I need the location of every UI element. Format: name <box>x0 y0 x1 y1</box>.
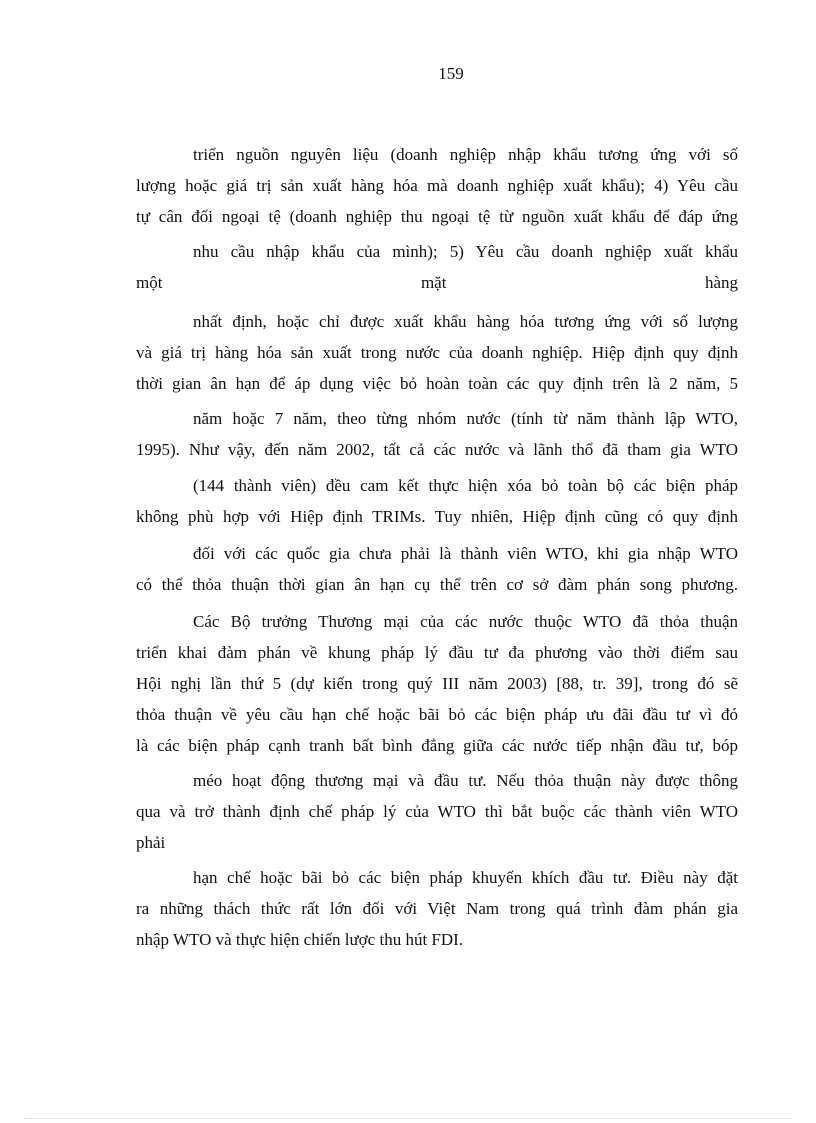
page-number: 159 <box>438 64 464 83</box>
text-line: nhất định, hoặc chỉ được xuất khẩu hàng hóa tương ứng với số lượng <box>193 312 738 331</box>
text-line: không phù hợp với Hiệp định TRIMs. Tuy nhiên, Hiệp định cũng có quy định <box>136 507 738 526</box>
text-line: Các Bộ trưởng Thương mại của các nước thuộc WTO đã thỏa thuận <box>193 612 738 631</box>
text-line: hạn chế hoặc bãi bỏ các biện pháp khuyến khích đầu tư. Điều này đặt <box>193 868 738 887</box>
text-line: năm hoặc 7 năm, theo từng nhóm nước (tính từ năm thành lập WTO, <box>193 409 738 428</box>
text-line: là các biện pháp cạnh tranh bất bình đẳng giữa các nước tiếp nhận đầu tư, bóp <box>136 736 738 755</box>
text-line: triển nguồn nguyên liệu (doanh nghiệp nhập khẩu tương ứng với số <box>193 145 738 164</box>
text-line: thỏa thuận về yêu cầu hạn chế hoặc bãi bỏ các biện pháp ưu đãi đầu tư vì đó <box>136 705 738 724</box>
text-line: 1995). Như vậy, đến năm 2002, tất cả các nước và lãnh thổ đã tham gia WTO <box>136 440 738 459</box>
text-line: thời gian ân hạn để áp dụng việc bỏ hoàn toàn các quy định trên là 2 năm, 5 <box>136 374 738 393</box>
text-line: Hội nghị lần thứ 5 (dự kiến trong quý III năm 2003) [88, tr. 39], trong đó sẽ <box>136 674 738 693</box>
footer-rule <box>24 1118 792 1119</box>
text-line: nhu cầu nhập khẩu của mình); 5) Yêu cầu doanh nghiệp xuất khẩu <box>193 242 738 261</box>
text-line: và giá trị hàng hóa sản xuất trong nước của doanh nghiệp. Hiệp định quy định <box>136 343 738 362</box>
text-line: triển khai đàm phán về khung pháp lý đầu tư đa phương vào thời điểm sau <box>136 643 738 662</box>
text-line: một mặt hàng <box>136 273 738 292</box>
text-line: méo hoạt động thương mại và đầu tư. Nếu thỏa thuận này được thông <box>193 771 738 790</box>
text-line: lượng hoặc giá trị sản xuất hàng hóa mà doanh nghiệp xuất khẩu); 4) Yêu cầu <box>136 176 738 195</box>
text-line: tự cân đối ngoại tệ (doanh nghiệp thu ngoại tệ từ nguồn xuất khẩu để đáp ứng <box>136 207 738 226</box>
text-line: có thể thỏa thuận thời gian ân hạn cụ thể trên cơ sở đàm phán song phương. <box>136 575 738 594</box>
text-line: đối với các quốc gia chưa phải là thành viên WTO, khi gia nhập WTO <box>193 544 738 563</box>
text-line: phải <box>136 833 166 852</box>
text-line: qua và trở thành định chế pháp lý của WTO thì bắt buộc các thành viên WTO <box>136 802 738 821</box>
text-line: nhập WTO và thực hiện chiến lược thu hút FDI. <box>136 930 464 949</box>
text-line: (144 thành viên) đều cam kết thực hiện xóa bỏ toàn bộ các biện pháp <box>193 476 738 495</box>
text-line: ra những thách thức rất lớn đối với Việt Nam trong quá trình đàm phán gia <box>136 899 738 918</box>
